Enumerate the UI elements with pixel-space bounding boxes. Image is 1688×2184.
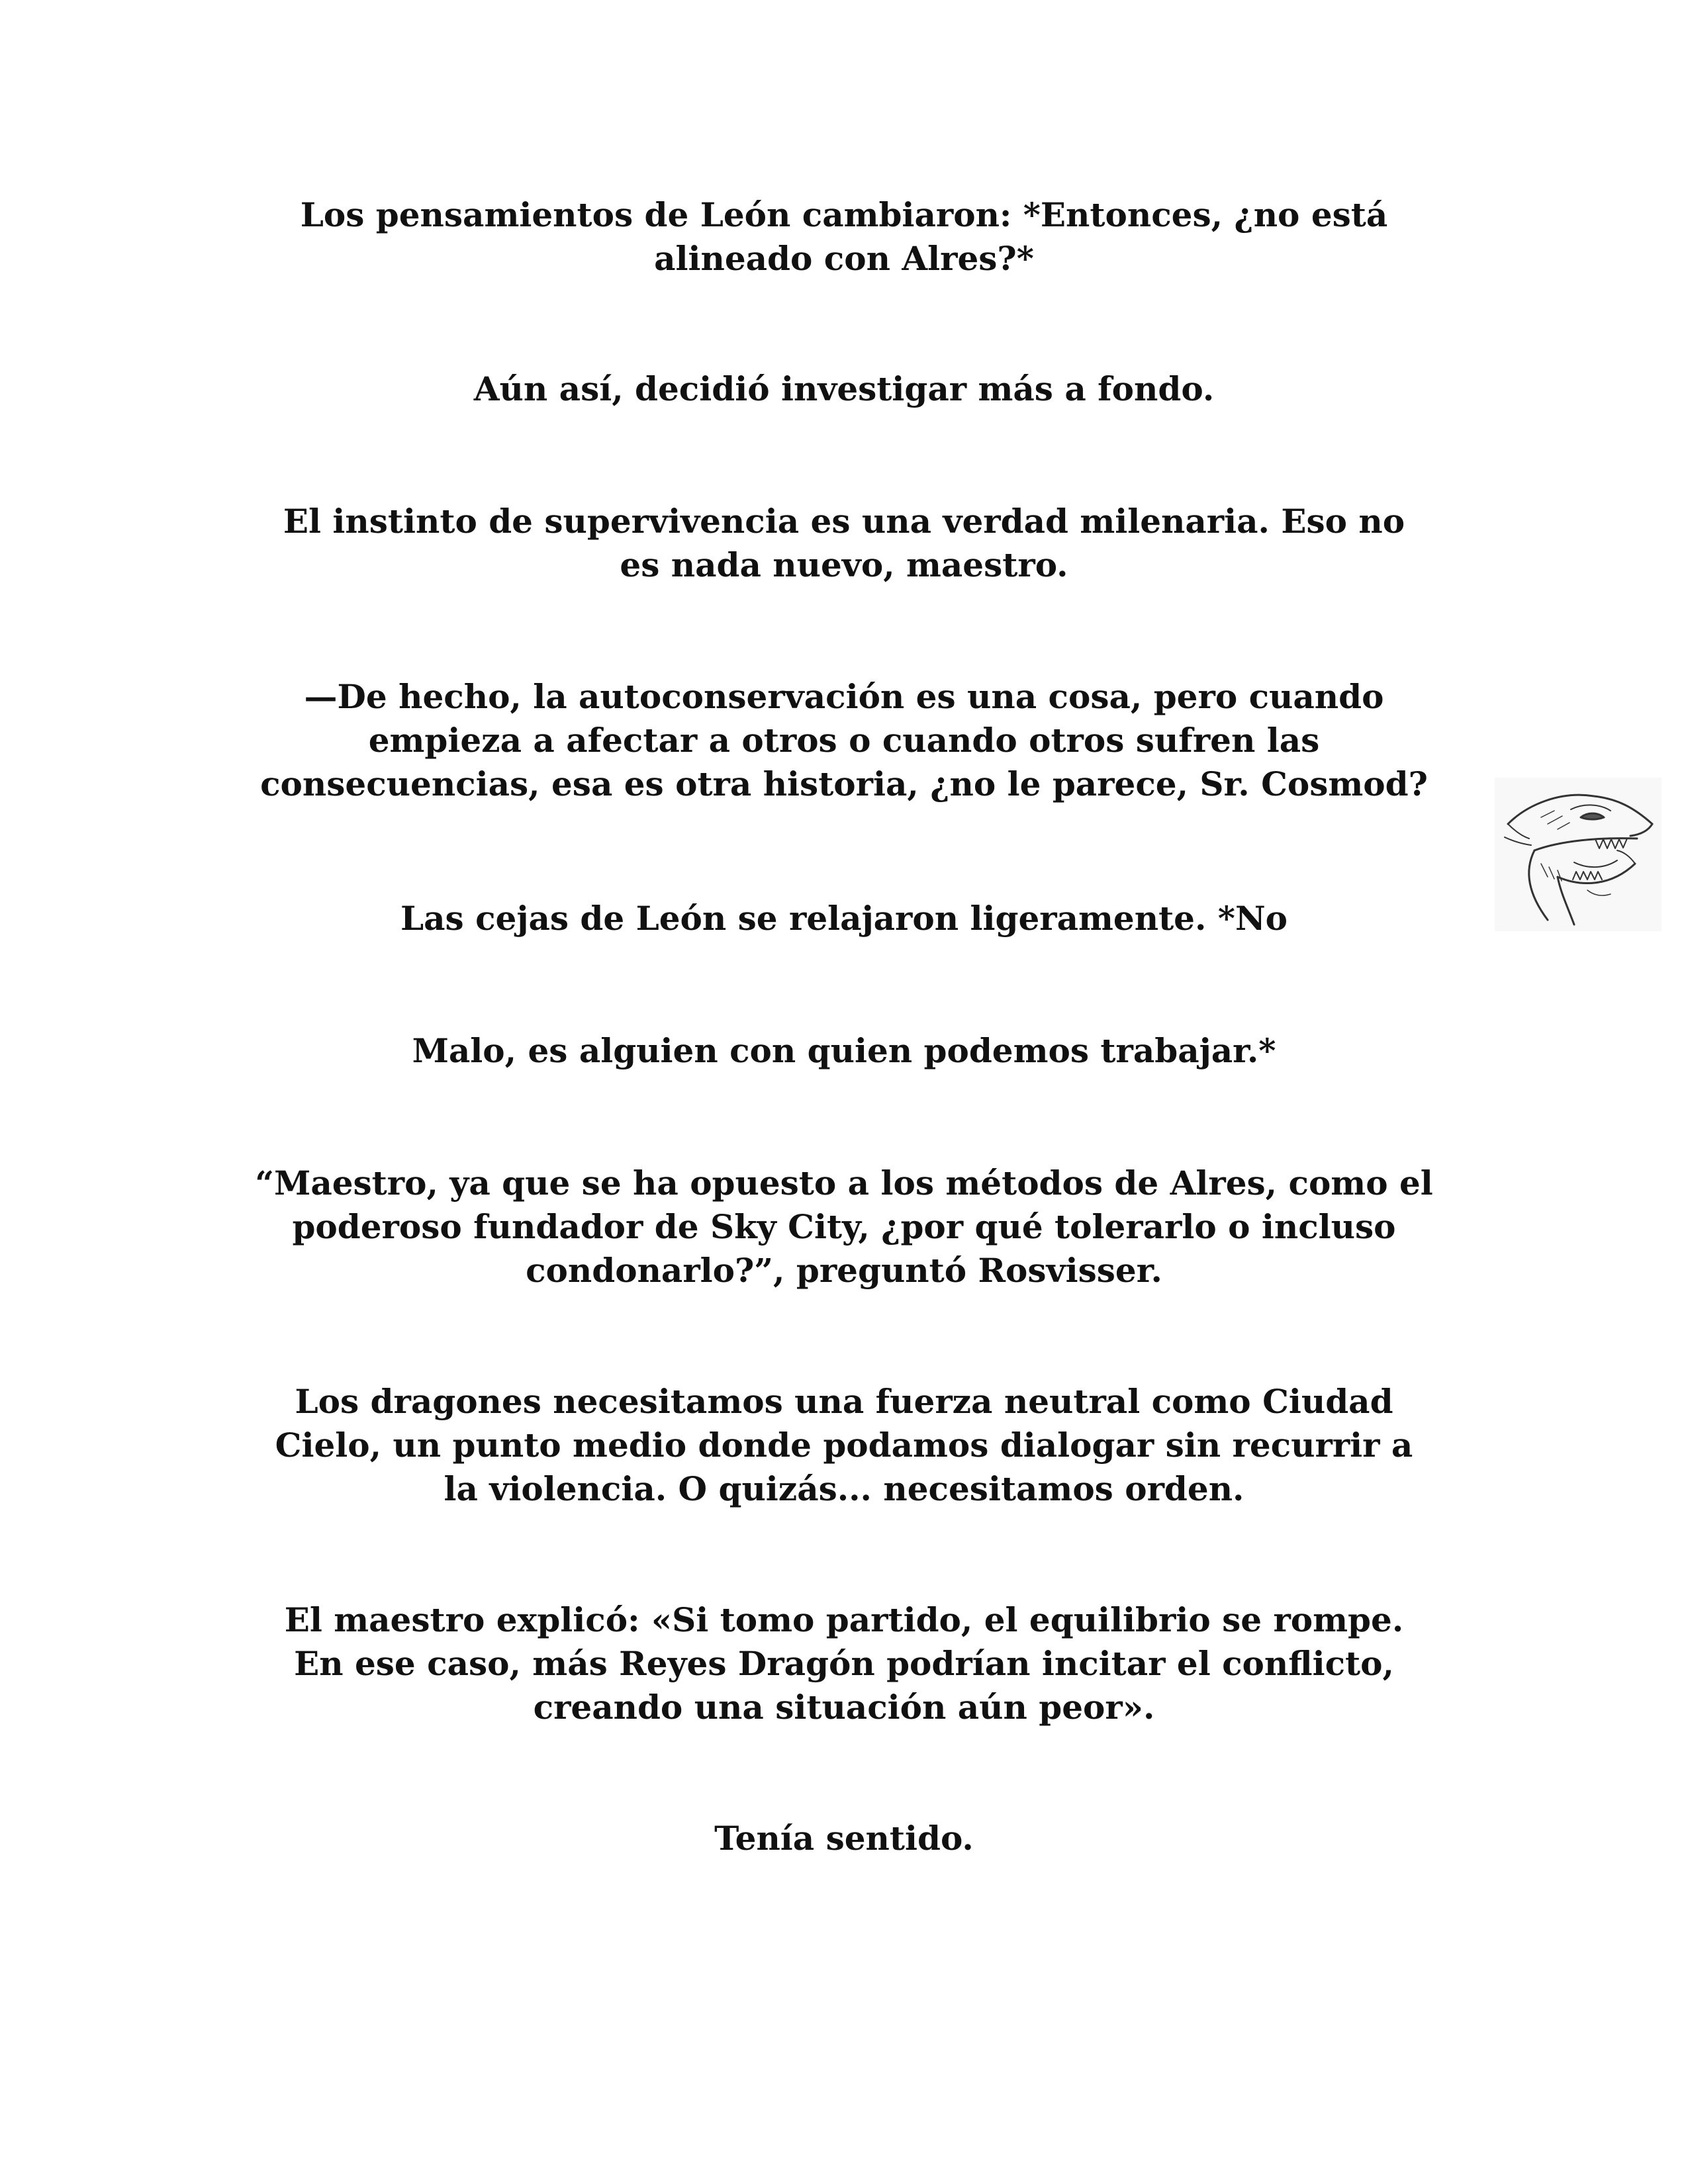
paragraph-3	[199, 500, 1489, 587]
paragraph-2	[199, 367, 1489, 411]
text-line: poderoso fundador de Sky City, ¿por qué tolerarlo o incluso	[292, 1207, 1396, 1246]
text-line: Los pensamientos de León cambiaron: *Entonces, ¿no está	[300, 195, 1388, 234]
text-line: Malo, es alguien con quien podemos trabajar.*	[412, 1031, 1276, 1070]
text-line: condonarlo?”, preguntó Rosvisser.	[526, 1251, 1162, 1290]
paragraph-5	[199, 897, 1489, 940]
text-line: creando una situación aún peor».	[533, 1688, 1155, 1727]
paragraph-1	[199, 193, 1489, 281]
text-line: es nada nuevo, maestro.	[620, 545, 1068, 584]
text-line: la violencia. O quizás... necesitamos orden.	[444, 1469, 1244, 1508]
text-line: Cielo, un punto medio donde podamos dialogar sin recurrir a	[275, 1426, 1413, 1465]
text-line: “Maestro, ya que se ha opuesto a los métodos de Alres, como el	[255, 1163, 1433, 1203]
text-line: Aún así, decidió investigar más a fondo.	[473, 369, 1215, 408]
text-line: —De hecho, la autoconservación es una cosa, pero cuando	[304, 677, 1384, 716]
paragraph-7	[199, 1161, 1489, 1293]
paragraph-4	[199, 675, 1489, 806]
text-line: El maestro explicó: «Si tomo partido, el equilibrio se rompe.	[284, 1600, 1404, 1639]
text-line: empieza a afectar a otros o cuando otros sufren las	[368, 721, 1320, 760]
paragraph-10	[199, 1817, 1489, 1860]
text-line: Los dragones necesitamos una fuerza neutral como Ciudad	[295, 1382, 1393, 1421]
text-line: En ese caso, más Reyes Dragón podrían incitar el conflicto,	[294, 1644, 1394, 1683]
paragraph-8	[199, 1380, 1489, 1511]
text-line: alineado con Alres?*	[654, 239, 1034, 278]
text-line: El instinto de supervivencia es una verdad milenaria. Eso no	[283, 502, 1405, 541]
text-line: Las cejas de León se relajaron ligeramente. *No	[400, 899, 1288, 938]
text-line: consecuencias, esa es otra historia, ¿no le parece, Sr. Cosmod?	[260, 764, 1428, 803]
dragon-head-sketch-icon	[1495, 778, 1662, 931]
paragraph-9	[199, 1598, 1489, 1729]
paragraph-6	[199, 1029, 1489, 1073]
text-line: Tenía sentido.	[714, 1819, 974, 1858]
